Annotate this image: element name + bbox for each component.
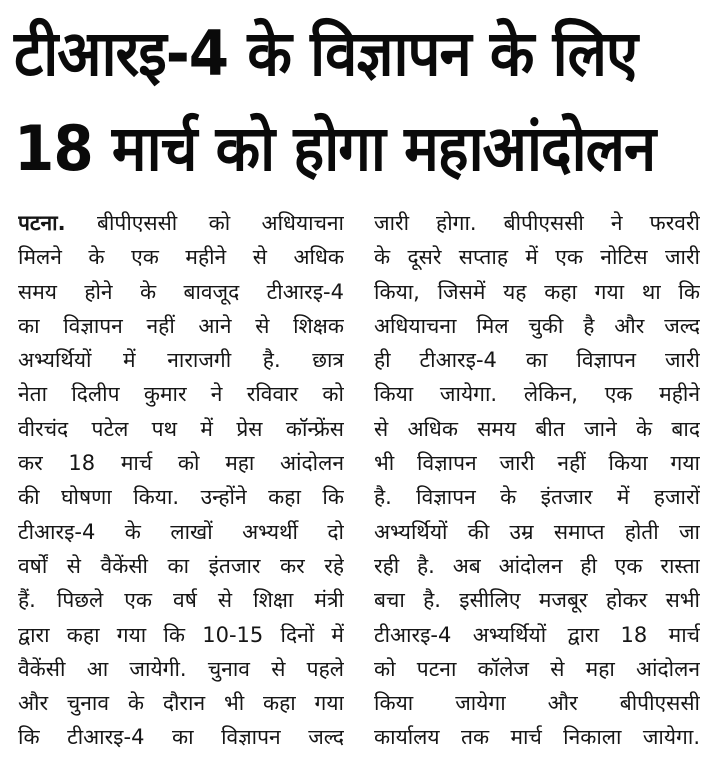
article-line: बचा है. इसीलिए मजबूर होकर सभी — [374, 588, 700, 613]
article-line: वीरचंद पटेल पथ में प्रेस कॉन्फ्रेंस — [18, 416, 344, 441]
article-line: हैं. पिछले एक वर्ष से शिक्षा मंत्री — [18, 588, 344, 613]
article-line: मिलने के एक महीने से अधिक — [18, 245, 344, 270]
article-line: कर 18 मार्च को महा आंदोलन — [18, 451, 344, 476]
article-column-left — [18, 206, 344, 755]
article-line — [18, 206, 344, 240]
dateline: पटना. — [18, 211, 66, 235]
article-column-right — [374, 206, 700, 755]
article-line: जारी होगा. बीपीएससी ने फरवरी — [374, 211, 700, 235]
article-line: वर्षों से वैकेंसी का इंतजार कर रहे — [18, 553, 344, 578]
headline-line-1: टीआरइ-4 के विज्ञापन के लिए — [14, 16, 638, 91]
article-line: भी विज्ञापन जारी नहीं किया गया — [374, 451, 700, 476]
article-line: टीआरइ-4 के लाखों अभ्यर्थी दो — [18, 519, 344, 544]
article-line: को पटना कॉलेज से महा आंदोलन — [374, 656, 700, 681]
article-line: नेता दिलीप कुमार ने रविवार को — [18, 382, 344, 407]
article-line: के दूसरे सप्ताह में एक नोटिस जारी — [374, 245, 700, 270]
article-line: से अधिक समय बीत जाने के बाद — [374, 416, 700, 441]
article-line-text: बीपीएससी को अधियाचना — [65, 211, 344, 235]
article-line: किया जायेगा और बीपीएससी — [374, 691, 700, 716]
article-line: किया, जिसमें यह कहा गया था कि — [374, 279, 700, 304]
article-line: टीआरइ-4 अभ्यर्थियों द्वारा 18 मार्च — [374, 622, 700, 647]
headline-line-2: 18 मार्च को होगा महाआंदोलन — [14, 111, 656, 186]
article-line: है. विज्ञापन के इंतजार में हजारों — [374, 485, 700, 510]
article-line: कार्यालय तक मार्च निकाला जायेगा. — [374, 725, 700, 750]
article-line: और चुनाव के दौरान भी कहा गया — [18, 691, 344, 716]
article-line: ही टीआरइ-4 का विज्ञापन जारी — [374, 348, 700, 373]
article-line: का विज्ञापन नहीं आने से शिक्षक — [18, 313, 344, 338]
article-line: कि टीआरइ-4 का विज्ञापन जल्द — [18, 725, 344, 750]
article-line: अभ्यर्थियों की उम्र समाप्त होती जा — [374, 519, 700, 544]
headline — [14, 6, 708, 196]
article-line: की घोषणा किया. उन्होंने कहा कि — [18, 485, 344, 510]
article-line: अभ्यर्थियों में नाराजगी है. छात्र — [18, 348, 344, 373]
article-line: रही है. अब आंदोलन ही एक रास्ता — [374, 553, 700, 578]
article-line: वैकेंसी आ जायेगी. चुनाव से पहले — [18, 656, 344, 681]
article-line: किया जायेगा. लेकिन, एक महीने — [374, 382, 700, 407]
article-line: समय होने के बावजूद टीआरइ-4 — [18, 279, 344, 304]
article-line: द्वारा कहा गया कि 10-15 दिनों में — [18, 622, 344, 647]
article-line: अधियाचना मिल चुकी है और जल्द — [374, 313, 700, 338]
